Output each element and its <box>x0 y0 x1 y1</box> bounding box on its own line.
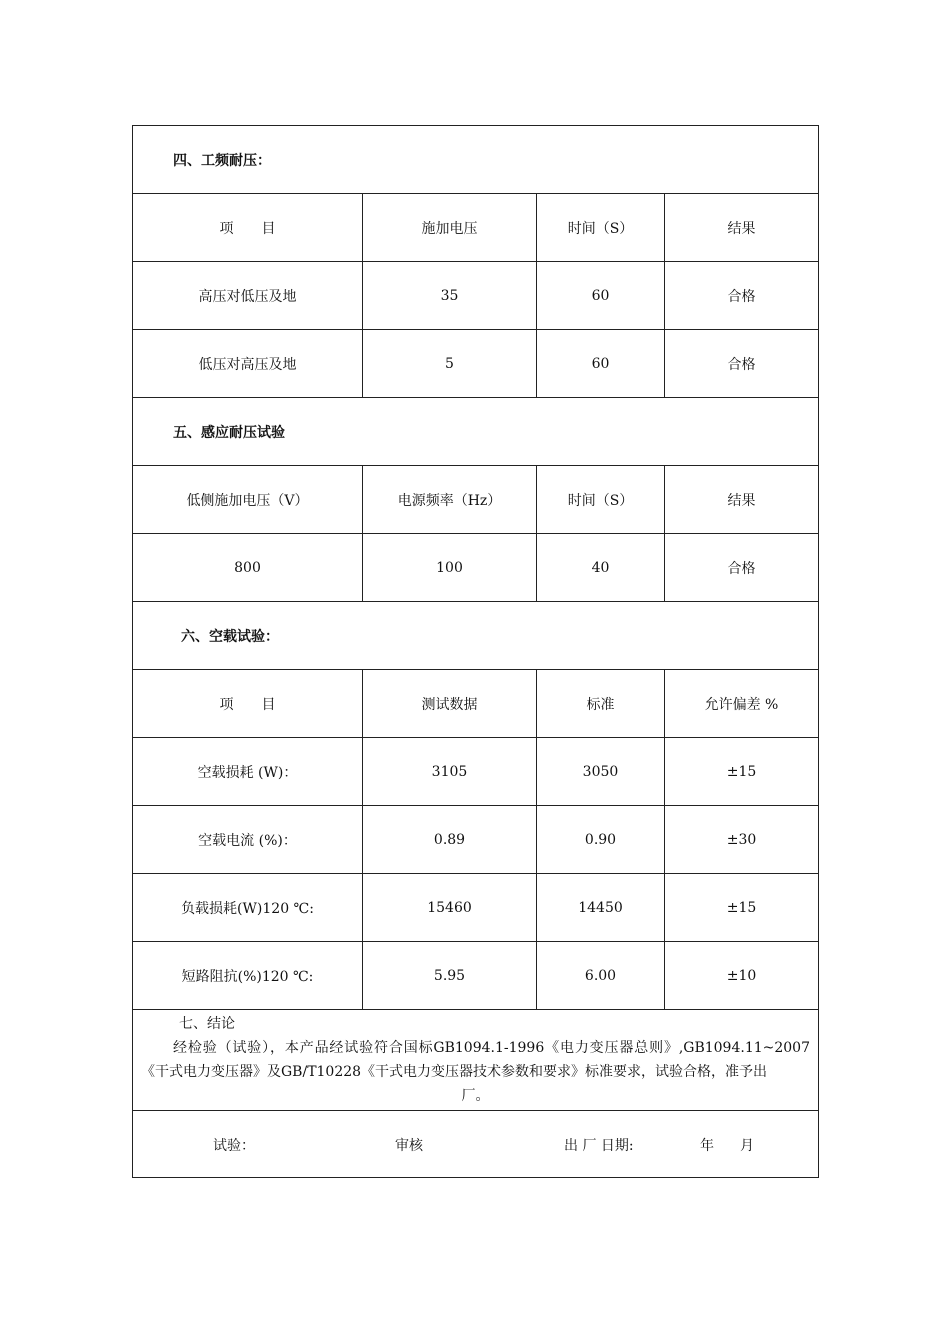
conclusion-title: 七、结论 <box>179 1016 235 1032</box>
table-cell: 100 <box>363 534 537 602</box>
table-cell: 短路阻抗(%)120 ℃: <box>133 942 363 1010</box>
header-cell: 施加电压 <box>363 194 537 262</box>
table-cell: 800 <box>133 534 363 602</box>
table-cell: 60 <box>537 262 665 330</box>
table-row <box>133 738 819 806</box>
table-cell: 5 <box>363 330 537 398</box>
table-cell: ±30 <box>665 806 819 874</box>
table-cell: 合格 <box>665 330 819 398</box>
table-cell: ±15 <box>665 874 819 942</box>
table-cell: 6.00 <box>537 942 665 1010</box>
section-6-title-row <box>133 602 819 670</box>
header-cell: 标准 <box>537 670 665 738</box>
table-cell: 15460 <box>363 874 537 942</box>
table-cell: ±10 <box>665 942 819 1010</box>
conclusion-row <box>133 1010 819 1111</box>
header-cell: 项 目 <box>133 194 363 262</box>
table-row <box>133 942 819 1010</box>
header-cell: 允许偏差 % <box>665 670 819 738</box>
month-label: 月 <box>740 1138 754 1154</box>
table-cell: 3050 <box>537 738 665 806</box>
section-5-title: 五、感应耐压试验 <box>133 398 819 466</box>
conclusion-text: 经检验（试验），本产品经试验符合国标GB1094.1-1996《电力变压器总则》,GB1094.11~2007《干式电力变压器》及GB/T10228《干式电力变压器技术参数和要求》标准要求，试验合格，准予出 <box>141 1040 810 1080</box>
table-cell: 40 <box>537 534 665 602</box>
table-cell: 5.95 <box>363 942 537 1010</box>
table-row <box>133 262 819 330</box>
table-cell: 低压对高压及地 <box>133 330 363 398</box>
inspection-report-sheet <box>132 125 818 1178</box>
table-cell: 空载电流 (%)： <box>133 806 363 874</box>
table-cell: 负载损耗(W)120 ℃: <box>133 874 363 942</box>
header-cell: 项 目 <box>133 670 363 738</box>
table-cell: 35 <box>363 262 537 330</box>
table-cell: 60 <box>537 330 665 398</box>
signature-cell <box>133 1111 819 1178</box>
table-row <box>133 806 819 874</box>
table-cell: 14450 <box>537 874 665 942</box>
table-cell: 空载损耗 (W)： <box>133 738 363 806</box>
tester-label: 试验： <box>213 1138 255 1154</box>
section-6-header-row <box>133 670 819 738</box>
table-row <box>133 534 819 602</box>
report-table <box>132 125 819 1178</box>
header-cell: 低侧施加电压（V） <box>133 466 363 534</box>
table-cell: 合格 <box>665 262 819 330</box>
section-4-header-row <box>133 194 819 262</box>
table-row <box>133 874 819 942</box>
reviewer-label: 审核 <box>395 1138 423 1154</box>
table-cell: 高压对低压及地 <box>133 262 363 330</box>
header-cell: 结果 <box>665 194 819 262</box>
header-cell: 时间（S） <box>537 466 665 534</box>
table-cell: 合格 <box>665 534 819 602</box>
section-5-title-row <box>133 398 819 466</box>
section-4-title: 四、工频耐压： <box>133 126 819 194</box>
section-5-header-row <box>133 466 819 534</box>
section-4-title-row <box>133 126 819 194</box>
header-cell: 时间（S） <box>537 194 665 262</box>
conclusion-text-end: 厂。 <box>461 1088 490 1104</box>
table-cell: ±15 <box>665 738 819 806</box>
table-cell: 0.89 <box>363 806 537 874</box>
conclusion-cell <box>133 1010 819 1111</box>
header-cell: 测试数据 <box>363 670 537 738</box>
table-cell: 3105 <box>363 738 537 806</box>
table-row <box>133 330 819 398</box>
year-label: 年 <box>700 1138 714 1154</box>
section-6-title: 六、空载试验： <box>133 602 819 670</box>
factory-date-label: 出 厂 日期: <box>564 1138 634 1154</box>
table-cell: 0.90 <box>537 806 665 874</box>
signature-row <box>133 1111 819 1178</box>
header-cell: 结果 <box>665 466 819 534</box>
header-cell: 电源频率（Hz） <box>363 466 537 534</box>
